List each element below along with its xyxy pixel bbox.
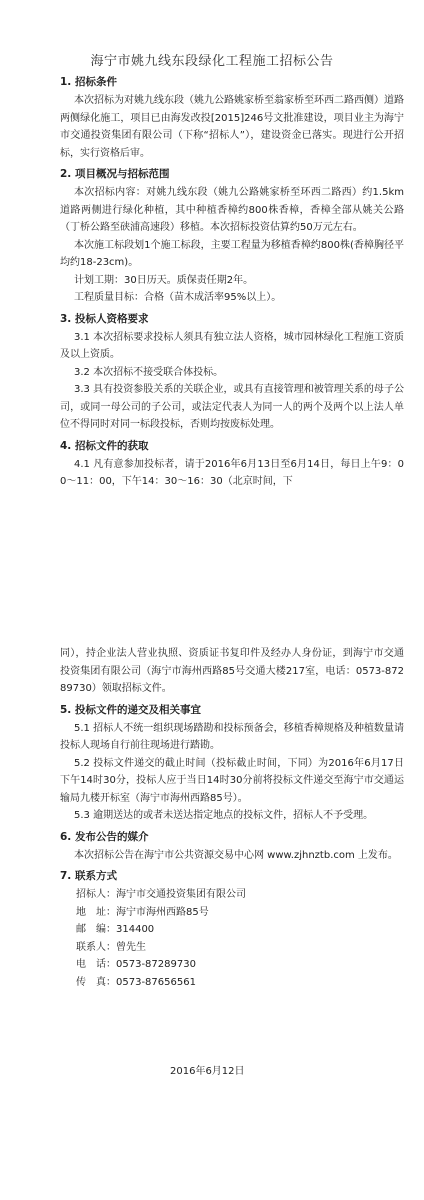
contact-row: 邮 编：314400 [76, 924, 155, 935]
section-5 [60, 702, 404, 825]
document-title: 海宁市姚九线东段绿化工程施工招标公告 [90, 54, 334, 69]
section-6 [60, 829, 404, 865]
paragraph: 3.1 本次招标要求投标人须具有独立法人资格，城市园林绿化工程施工资质及以上资质。 [60, 331, 404, 360]
paragraph: 计划工期：30日历天。质保责任期2年。 [74, 274, 254, 286]
paragraph: 本次招标公告在海宁市公共资源交易中心网 www.zjhnztb.com 上发布。 [74, 849, 398, 861]
section-4 [60, 438, 404, 491]
issue-date: 2016年6月12日 [170, 1066, 245, 1077]
paragraph: 4.1 凡有意参加投标者，请于2016年6月13日至6月14日，每日上午9：00～11：00，下午14：30～16：30（北京时间，下 [60, 458, 404, 487]
section-heading: 4. 招标文件的获取 [60, 439, 149, 452]
section-heading: 5. 投标文件的递交及相关事宜 [60, 703, 201, 716]
paragraph: 3.3 具有投资参股关系的关联企业，或具有直接管理和被管理关系的母子公司，或同一母公司的子公司，或法定代表人为同一人的两个及两个以上法人单位不得同时对同一标段投标，否则均按废标处理。 [60, 384, 404, 430]
paragraph: 工程质量目标：合格（苗木成活率95%以上）。 [74, 292, 282, 303]
contact-list [76, 886, 404, 991]
section-3 [60, 311, 404, 434]
contact-row: 传 真：0573-87656561 [76, 976, 196, 988]
section-heading: 3. 投标人资格要求 [60, 312, 149, 325]
paragraph: 本次施工标段划1个施工标段，主要工程量为移植香樟约800株(香樟胸径平均约18-23cm)。 [60, 239, 404, 268]
section-7 [60, 868, 404, 991]
section-heading: 7. 联系方式 [60, 870, 117, 882]
contact-row: 电 话：0573-87289730 [76, 959, 196, 970]
paragraph: 本次招标为对姚九线东段（姚九公路姚家桥至翁家桥至环西二路西侧）道路两侧绿化施工，项目已由海发改投[2015]246号文批准建设，项目业主为海宁市交通投资集团有限公司（下称“招标人”），建设资金已落实。现进行公开招标，实行资格后审。 [60, 95, 404, 159]
contact-row: 地 址：海宁市海州西路85号 [76, 906, 209, 918]
section-2 [60, 166, 404, 307]
contact-row: 招标人：海宁市交通投资集团有限公司 [76, 889, 246, 900]
section-heading: 6. 发布公告的媒介 [60, 830, 149, 843]
paragraph-continued: 同），持企业法人营业执照、资质证书复印件及经办人身份证，到海宁市交通投资集团有限公司（海宁市海州西路85号交通大楼217室，电话：0573-87289730）领取招标文件。 [60, 648, 404, 694]
section-heading: 1. 招标条件 [60, 76, 117, 88]
paragraph: 本次招标内容：对姚九线东段（姚九公路姚家桥至环西二路西）约1.5km道路两侧进行绿化种植，其中种植香樟约800株香樟，香樟全部从姚关公路（丁桥公路至硖浦高速段）移植。本次招标投资估算约50万元左右。 [60, 187, 404, 233]
section-heading: 2. 项目概况与招标范围 [60, 168, 170, 180]
paragraph: 5.2 投标文件递交的截止时间（投标截止时间，下同）为2016年6月17日下午14时30分，投标人应于当日14时30分前将投标文件递交至海宁市交通运输局九楼开标室（海宁市海州西路85号）。 [60, 757, 404, 804]
paragraph: 3.2 本次招标不接受联合体投标。 [74, 366, 224, 378]
page-2-body [60, 645, 404, 991]
contact-row: 联系人：曾先生 [76, 941, 146, 953]
paragraph: 5.3 逾期送达的或者未送达指定地点的投标文件，招标人不予受理。 [74, 810, 374, 821]
section-1 [60, 74, 404, 162]
page-1-body [60, 70, 404, 491]
paragraph: 5.1 招标人不统一组织现场踏勘和投标预备会，移植香樟规格及种植数量请投标人现场自行前往现场进行踏勘。 [60, 722, 404, 751]
